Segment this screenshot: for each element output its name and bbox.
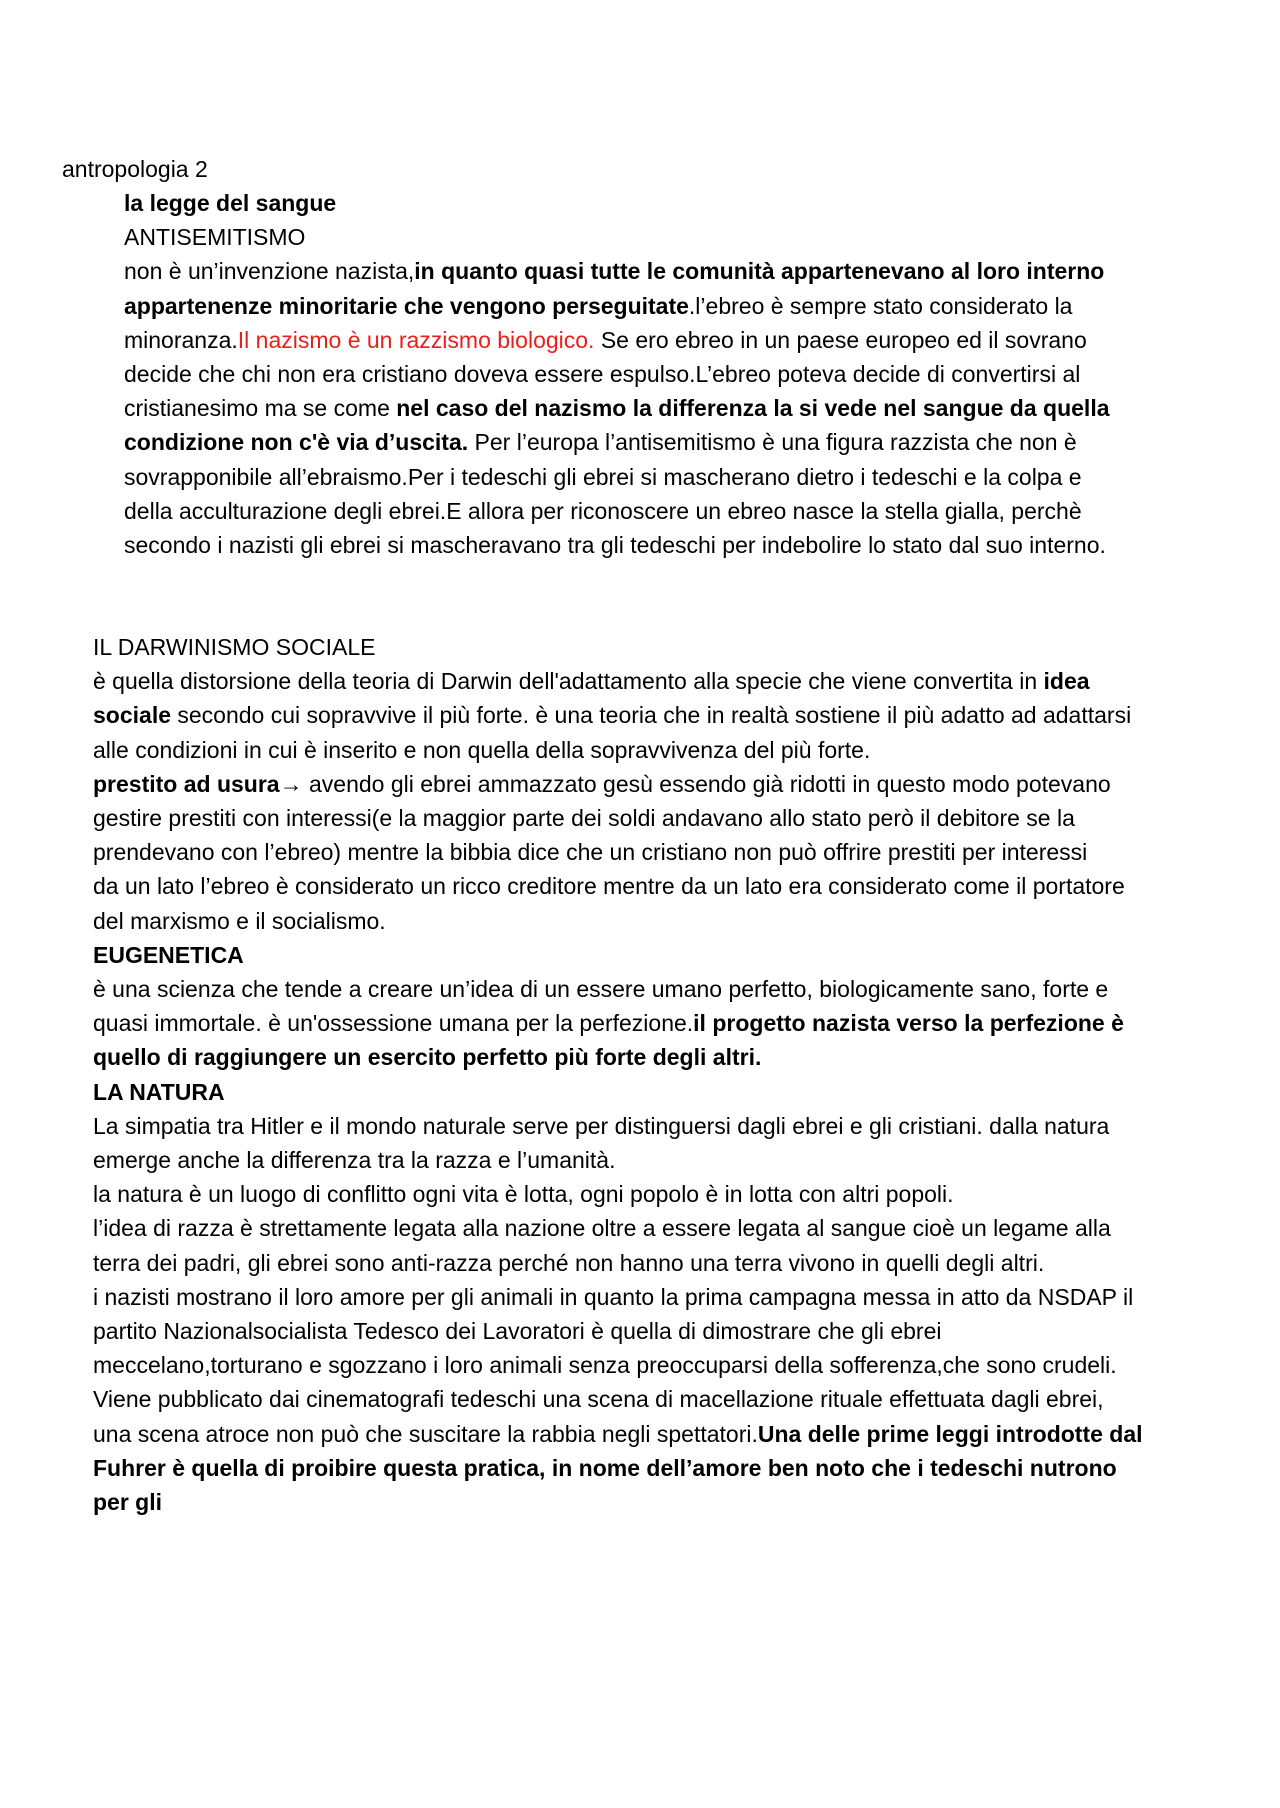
paragraph	[124, 254, 1124, 562]
section-main	[93, 630, 1143, 1519]
text-run: è una scienza che tende a creare un’idea di un essere umano perfetto, biologicamente sano, forte e quasi immortale. è un'ossessione umana per la perfezione.	[93, 976, 1109, 1037]
text-run: è quella distorsione della teoria di Darwin dell'adattamento alla specie che viene convertita in	[93, 668, 1044, 695]
text-run: non è un’invenzione nazista,	[124, 258, 415, 285]
text-run: .l’ebreo è sempre stato considerato la minoranza.	[124, 292, 1073, 353]
bold-run: prestito ad usura	[93, 770, 280, 797]
paragraph	[93, 664, 1143, 767]
section-heading: IL DARWINISMO SOCIALE	[93, 634, 376, 660]
highlight-run: Il nazismo è un razzismo biologico.	[237, 326, 595, 353]
paragraph	[93, 767, 1143, 870]
text-run: secondo cui sopravvive il più forte. è una teoria che in realtà sostiene il più adatto ad adattarsi alle condizioni in cui è inserito e non quella della sopravvivenza del più forte.	[93, 702, 1132, 763]
paragraph	[93, 972, 1143, 1075]
paragraph	[93, 1280, 1143, 1519]
text-run: Per l’europa l’antisemitismo è una figura razzista che non è sovrapponibile all’ebraismo.Per i tedeschi gli ebrei si mascherano dietro i tedeschi e la colpa e della acculturazione degli ebrei.E allora per riconoscere un ebreo nasce la stella gialla, perchè secondo i nazisti gli ebrei si mascheravano tra gli tedeschi per indebolire lo stato dal suo interno.	[124, 429, 1106, 559]
bold-run: Una delle prime leggi introdotte dal Fuhrer è quella di proibire questa pratica, in nome dell’amore ben noto che i tedeschi nutrono per gli	[93, 1420, 1143, 1516]
text-run: Se ero ebreo in un paese europeo ed il sovrano decide che chi non era cristiano doveva essere espulso.L’ebreo poteva decide di convertirsi al cristianesimo ma se come	[124, 326, 1087, 422]
bold-run: idea sociale	[93, 668, 1090, 729]
text-run: i nazisti mostrano il loro amore per gli animali in quanto la prima campagna messa in atto da NSDAP il partito Nazionalsocialista Tedesco dei Lavoratori è quella di dimostrare che gli ebrei meccelano,torturano e sgozzano i loro animali senza preoccuparsi della sofferenza,che sono crudeli. Viene pubblicato dai cinematografi tedeschi una scena di macellazione rituale effettuata dagli ebrei, una scena atroce non può che suscitare la rabbia negli spettatori.	[93, 1283, 1134, 1447]
bold-run: il progetto nazista verso la perfezione è quello di raggiungere un esercito perfetto più forte degli altri.	[93, 1010, 1124, 1071]
bold-run: nel caso del nazismo la differenza la si vede nel sangue da quella condizione non c'è via d’uscita.	[124, 395, 1110, 456]
section-legge-del-sangue	[124, 186, 1124, 562]
section-heading: la legge del sangue	[124, 190, 337, 216]
paragraph: l’idea di razza è strettamente legata alla nazione oltre a essere legata al sangue cioè un legame alla terra dei padri, gli ebrei sono anti-razza perché non hanno una terra vivono in quelli degli altri.	[93, 1215, 1111, 1276]
section-heading: EUGENETICA	[93, 941, 244, 968]
paragraph: la natura è un luogo di conflitto ogni vita è lotta, ogni popolo è in lotta con altri popoli.	[93, 1181, 954, 1208]
section-heading: LA NATURA	[93, 1078, 225, 1105]
paragraph: da un lato l’ebreo è considerato un ricco creditore mentre da un lato era considerato come il portatore del marxismo e il socialismo.	[93, 873, 1125, 934]
text-run: → avendo gli ebrei ammazzato gesù essendo già ridotti in questo modo potevano gestire prestiti con interessi(e la maggior parte dei soldi andavano allo stato però il debitore se la prendevano con l’ebreo) mentre la bibbia dice che un cristiano non può offrire prestiti per interessi	[93, 770, 1111, 866]
bold-run: in quanto quasi tutte le comunità appartenevano al loro interno appartenenze minoritarie che vengono perseguitate	[124, 258, 1105, 319]
document-title: antropologia 2	[62, 156, 208, 182]
paragraph: La simpatia tra Hitler e il mondo naturale serve per distinguersi dagli ebrei e gli cristiani. dalla natura emerge anche la differenza tra la razza e l’umanità.	[93, 1112, 1110, 1174]
section-subheading: ANTISEMITISMO	[124, 224, 306, 251]
